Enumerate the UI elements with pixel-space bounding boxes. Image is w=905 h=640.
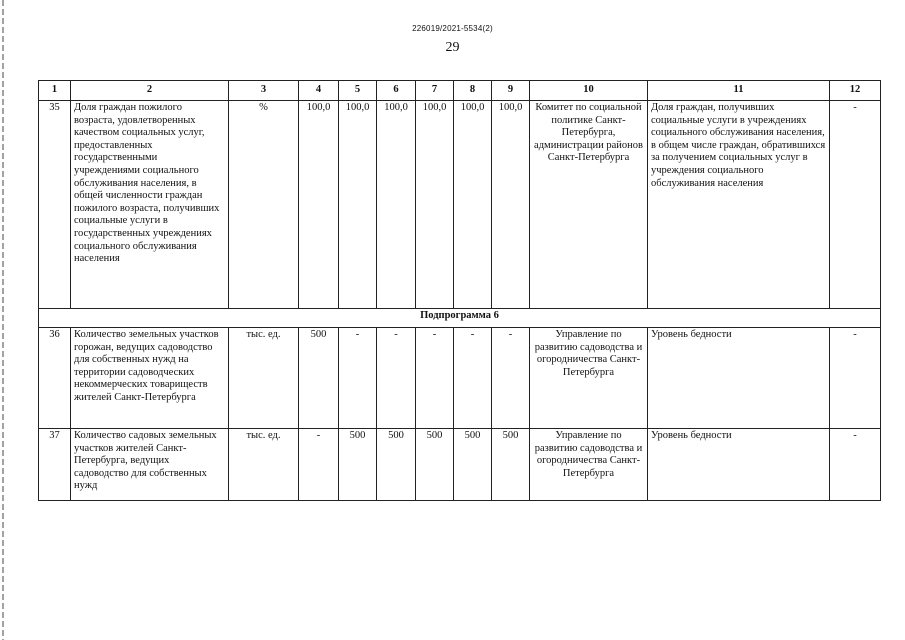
column-header: 8: [454, 81, 492, 101]
subprogram-row: [39, 309, 881, 328]
note-cell: -: [830, 429, 881, 501]
column-header: 3: [229, 81, 299, 101]
column-header: 4: [299, 81, 339, 101]
responsible-executor: Управление по развитию садоводства и огородничества Санкт-Петербурга: [530, 328, 648, 429]
value-cell: -: [416, 328, 454, 429]
value-cell: 500: [377, 429, 416, 501]
value-cell: 100,0: [454, 101, 492, 309]
value-cell: -: [454, 328, 492, 429]
linked-indicator: Уровень бедности: [648, 328, 830, 429]
note-cell: -: [830, 101, 881, 309]
responsible-executor: Комитет по социальной политике Санкт-Петербурга, администрации районов Санкт-Петербурга: [530, 101, 648, 309]
scan-margin-mark: [2, 0, 4, 640]
linked-indicator: Уровень бедности: [648, 429, 830, 501]
indicator-name: Количество садовых земельных участков жителей Санкт-Петербурга, ведущих садоводство для собственных нужд: [71, 429, 229, 501]
value-cell: 500: [454, 429, 492, 501]
column-header: 6: [377, 81, 416, 101]
column-header: 10: [530, 81, 648, 101]
indicator-name: Количество земельных участков горожан, ведущих садоводство для собственных нужд на территории садоводческих некоммерческих товариществ жителей Санкт-Петербурга: [71, 328, 229, 429]
row-number: 36: [39, 328, 71, 429]
column-header: 12: [830, 81, 881, 101]
table-row: [39, 101, 881, 309]
value-cell: -: [377, 328, 416, 429]
table-row: [39, 429, 881, 501]
subprogram-title: Подпрограмма 6: [39, 309, 881, 328]
column-header: 11: [648, 81, 830, 101]
row-number: 37: [39, 429, 71, 501]
value-cell: -: [492, 328, 530, 429]
linked-indicator: Доля граждан, получивших социальные услуги в учреждениях социального обслуживания населения, в общем числе граждан, обратившихся за получением социальных услуг в учреждения социального обслуживания населения: [648, 101, 830, 309]
indicator-name: Доля граждан пожилого возраста, удовлетворенных качеством социальных услуг, предоставленных государственными учреждениями социального обслуживания населения, в общей численности граждан пожилого возраста, получивших социальные услуги в государственных учреждениях социального обслуживания населения: [71, 101, 229, 309]
value-cell: 100,0: [492, 101, 530, 309]
value-cell: 500: [299, 328, 339, 429]
document-id: 226019/2021-5534(2): [412, 24, 493, 33]
column-header: 2: [71, 81, 229, 101]
value-cell: 100,0: [377, 101, 416, 309]
unit: тыс. ед.: [229, 429, 299, 501]
table-row: [39, 328, 881, 429]
page-number: 29: [445, 40, 460, 55]
value-cell: 500: [492, 429, 530, 501]
value-cell: 500: [339, 429, 377, 501]
unit: %: [229, 101, 299, 309]
value-cell: 500: [416, 429, 454, 501]
value-cell: -: [299, 429, 339, 501]
column-number-row: [39, 81, 881, 101]
indicators-table: [38, 80, 881, 501]
value-cell: 100,0: [339, 101, 377, 309]
column-header: 5: [339, 81, 377, 101]
value-cell: 100,0: [416, 101, 454, 309]
value-cell: 100,0: [299, 101, 339, 309]
note-cell: -: [830, 328, 881, 429]
row-number: 35: [39, 101, 71, 309]
responsible-executor: Управление по развитию садоводства и огородничества Санкт-Петербурга: [530, 429, 648, 501]
column-header: 7: [416, 81, 454, 101]
value-cell: -: [339, 328, 377, 429]
column-header: 9: [492, 81, 530, 101]
unit: тыс. ед.: [229, 328, 299, 429]
column-header: 1: [39, 81, 71, 101]
